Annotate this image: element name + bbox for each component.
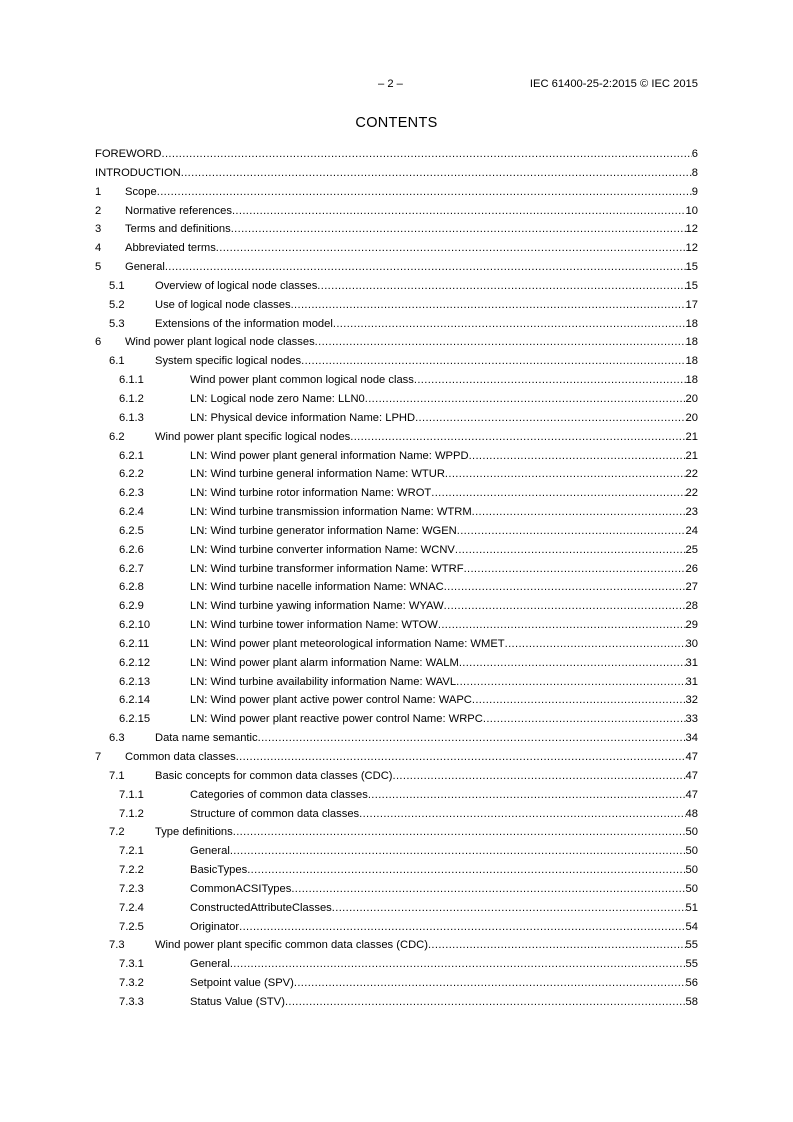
toc-entry-number: 6.2.14 xyxy=(119,694,151,707)
toc-entry[interactable] xyxy=(95,183,698,202)
toc-entry-page: 12 xyxy=(685,242,698,255)
toc-entry[interactable] xyxy=(95,560,698,579)
toc-entry-page: 33 xyxy=(685,713,698,726)
toc-entry-number: 6 xyxy=(95,336,102,349)
toc-entry-page: 58 xyxy=(685,995,698,1008)
toc-entry-page: 9 xyxy=(691,185,698,198)
toc-entry-number: 6.2.11 xyxy=(119,637,150,650)
toc-entry[interactable] xyxy=(95,861,698,880)
toc-entry-title: LN: Wind turbine generator information Name: WGEN xyxy=(190,524,457,537)
toc-entry-title: BasicTypes xyxy=(190,864,248,877)
dot-leader xyxy=(483,710,686,729)
toc-entry-page: 34 xyxy=(685,732,698,745)
toc-entry-number: 6.1.2 xyxy=(119,392,144,405)
toc-entry-page: 31 xyxy=(685,656,698,669)
toc-entry[interactable] xyxy=(95,955,698,974)
toc-entry-number: 6.2.1 xyxy=(119,449,144,462)
toc-entry[interactable] xyxy=(95,823,698,842)
toc-entry[interactable] xyxy=(95,409,698,428)
toc-entry[interactable] xyxy=(95,710,698,729)
toc-entry[interactable] xyxy=(95,522,698,541)
toc-entry-number: 6.2.10 xyxy=(119,619,151,632)
toc-entry-number: 1 xyxy=(95,185,102,198)
toc-entry[interactable] xyxy=(95,145,698,164)
dot-leader xyxy=(472,503,686,522)
dot-leader xyxy=(445,465,686,484)
toc-entry-number: 7.3.2 xyxy=(119,977,144,990)
toc-entry[interactable] xyxy=(95,390,698,409)
dot-leader xyxy=(230,842,686,861)
toc-entry-title: LN: Wind turbine tower information Name: WTOW xyxy=(190,619,438,632)
toc-entry[interactable] xyxy=(95,484,698,503)
toc-entry-title: Wind power plant specific logical nodes xyxy=(155,430,351,443)
dot-leader xyxy=(415,409,685,428)
toc-entry[interactable] xyxy=(95,936,698,955)
toc-entry-page: 23 xyxy=(685,506,698,519)
toc-entry[interactable] xyxy=(95,880,698,899)
toc-entry-number: 7.2 xyxy=(109,826,125,839)
toc-entry-number: 5.3 xyxy=(109,317,125,330)
toc-entry-number: 6.1.1 xyxy=(119,374,144,387)
toc-entry-page: 50 xyxy=(685,826,698,839)
toc-entry-title: LN: Wind power plant general information Name: WPPD xyxy=(190,449,469,462)
toc-entry[interactable] xyxy=(95,541,698,560)
toc-entry-title: LN: Logical node zero Name: LLN0 xyxy=(190,392,365,405)
toc-entry-page: 51 xyxy=(685,901,698,914)
toc-entry[interactable] xyxy=(95,691,698,710)
toc-entry-title: System specific logical nodes xyxy=(155,355,302,368)
dot-leader xyxy=(230,955,686,974)
toc-entry-page: 50 xyxy=(685,882,698,895)
toc-entry[interactable] xyxy=(95,371,698,390)
toc-entry-number: 2 xyxy=(95,204,102,217)
toc-entry-title: Originator xyxy=(190,920,240,933)
toc-entry-title: Setpoint value (SPV) xyxy=(190,977,294,990)
toc-entry[interactable] xyxy=(95,993,698,1012)
toc-entry-page: 21 xyxy=(685,430,698,443)
toc-entry-number: 7.3.3 xyxy=(119,995,144,1008)
toc-entry-page: 18 xyxy=(685,336,698,349)
toc-entry[interactable] xyxy=(95,333,698,352)
dot-leader xyxy=(456,673,685,692)
toc-entry-page: 27 xyxy=(685,581,698,594)
dot-leader xyxy=(333,315,686,334)
toc-entry-title: LN: Physical device information Name: LPHD xyxy=(190,411,416,424)
toc-entry-page: 15 xyxy=(685,261,698,274)
toc-entry-title: LN: Wind turbine transmission information Name: WTRM xyxy=(190,506,472,519)
toc-entry-number: 6.2.7 xyxy=(119,562,144,575)
toc-entry-page: 47 xyxy=(685,788,698,801)
dot-leader xyxy=(157,183,692,202)
dot-leader xyxy=(438,616,686,635)
toc-entry[interactable] xyxy=(95,748,698,767)
dot-leader xyxy=(359,805,685,824)
toc-entry-number: 7.1.2 xyxy=(119,807,144,820)
toc-entry-page: 32 xyxy=(685,694,698,707)
toc-entry-number: 7.2.4 xyxy=(119,901,144,914)
dot-leader xyxy=(472,691,686,710)
toc-entry-number: 6.1 xyxy=(109,355,125,368)
toc-entry-number: 6.2.4 xyxy=(119,506,144,519)
toc-entry-title: LN: Wind power plant active power control Name: WAPC xyxy=(190,694,472,707)
toc-entry-page: 18 xyxy=(685,355,698,368)
toc-entry[interactable] xyxy=(95,673,698,692)
toc-entry-title: General xyxy=(190,958,230,971)
toc-entry-title: LN: Wind turbine general information Name: WTUR xyxy=(190,468,445,481)
dot-leader xyxy=(258,729,686,748)
dot-leader xyxy=(291,296,686,315)
toc-entry-page: 30 xyxy=(685,637,698,650)
toc-entry-page: 6 xyxy=(691,148,698,160)
toc-entry-title: Extensions of the information model xyxy=(155,317,333,330)
toc-entry-page: 56 xyxy=(685,977,698,990)
toc-entry-page: 47 xyxy=(685,751,698,763)
toc-entry-title: FOREWORD xyxy=(95,148,162,160)
dot-leader xyxy=(459,654,686,673)
toc-entry-page: 22 xyxy=(685,468,698,481)
toc-entry[interactable] xyxy=(95,503,698,522)
dot-leader xyxy=(236,748,686,767)
toc-entry-number: 6.2.2 xyxy=(119,468,144,481)
toc-entry-number: 7 xyxy=(95,751,102,763)
toc-entry-title: Type definitions xyxy=(155,826,233,839)
page-header xyxy=(0,78,793,94)
toc-entry[interactable] xyxy=(95,465,698,484)
dot-leader xyxy=(444,578,686,597)
toc-entry[interactable] xyxy=(95,654,698,673)
toc-entry[interactable] xyxy=(95,220,698,239)
toc-entry-title: Scope xyxy=(125,185,157,198)
toc-entry[interactable] xyxy=(95,616,698,635)
toc-entry-page: 20 xyxy=(685,392,698,405)
toc-entry-number: 4 xyxy=(95,242,102,255)
dot-leader xyxy=(317,277,685,296)
toc-entry-page: 50 xyxy=(685,845,698,858)
toc-entry-title: Data name semantic xyxy=(155,732,258,745)
page-number: – 2 – xyxy=(378,78,403,90)
toc-entry-number: 6.2.12 xyxy=(119,656,151,669)
toc-entry-title: Overview of logical node classes xyxy=(155,279,318,292)
toc-entry[interactable] xyxy=(95,428,698,447)
dot-leader xyxy=(332,899,686,918)
toc-entry-page: 55 xyxy=(685,958,698,971)
toc-entry-title: Status Value (STV) xyxy=(190,995,285,1008)
toc-entry-page: 18 xyxy=(685,317,698,330)
toc-entry-number: 3 xyxy=(95,223,102,236)
dot-leader xyxy=(181,164,692,183)
dot-leader xyxy=(368,786,686,805)
dot-leader xyxy=(247,861,685,880)
standard-identifier: IEC 61400-25-2:2015 © IEC 2015 xyxy=(529,78,698,90)
toc-entry-title: LN: Wind turbine transformer information Name: WTRF xyxy=(190,562,464,575)
toc-entry-page: 17 xyxy=(685,298,698,311)
toc-entry-title: Terms and definitions xyxy=(125,223,231,236)
toc-entry-page: 10 xyxy=(685,204,698,217)
toc-entry-title: LN: Wind turbine converter information Name: WCNV xyxy=(190,543,455,556)
toc-entry-number: 6.2.13 xyxy=(119,675,151,688)
dot-leader xyxy=(301,352,685,371)
toc-entry[interactable] xyxy=(95,842,698,861)
toc-entry-title: LN: Wind power plant meteorological information Name: WMET xyxy=(190,637,505,650)
page-title: CONTENTS xyxy=(355,115,438,131)
dot-leader xyxy=(457,522,686,541)
toc-entry-page: 15 xyxy=(685,279,698,292)
toc-entry-number: 7.2.2 xyxy=(119,864,144,877)
toc-entry[interactable] xyxy=(95,352,698,371)
toc-entry-page: 47 xyxy=(685,769,698,782)
toc-entry[interactable] xyxy=(95,239,698,258)
toc-entry-title: Common data classes xyxy=(125,751,236,763)
toc-entry-page: 8 xyxy=(691,166,698,179)
toc-entry-number: 7.2.3 xyxy=(119,882,144,895)
dot-leader xyxy=(232,202,686,221)
toc-entry-title: LN: Wind power plant reactive power control Name: WRPC xyxy=(190,713,483,726)
toc-entry-title: LN: Wind turbine rotor information Name: WROT xyxy=(190,487,432,500)
toc-entry-title: Use of logical node classes xyxy=(155,298,291,311)
toc-entry-page: 54 xyxy=(685,920,698,933)
toc-entry[interactable] xyxy=(95,578,698,597)
toc-entry-number: 7.2.1 xyxy=(119,845,144,858)
toc-entry-title: Wind power plant logical node classes xyxy=(125,336,315,349)
toc-entry-page: 48 xyxy=(685,807,698,820)
toc-entry[interactable] xyxy=(95,899,698,918)
toc-entry[interactable] xyxy=(95,729,698,748)
toc-entry-page: 12 xyxy=(685,223,698,236)
toc-entry-number: 7.3 xyxy=(109,939,125,952)
toc-entry-page: 28 xyxy=(685,600,698,613)
toc-entry-page: 31 xyxy=(685,675,698,688)
dot-leader xyxy=(431,484,685,503)
toc-entry[interactable] xyxy=(95,164,698,183)
dot-leader xyxy=(231,220,686,239)
toc-entry-title: Wind power plant specific common data classes (CDC) xyxy=(155,939,428,952)
dot-leader xyxy=(350,428,685,447)
dot-leader xyxy=(285,993,686,1012)
toc-entry[interactable] xyxy=(95,597,698,616)
toc-entry-title: LN: Wind power plant alarm information Name: WALM xyxy=(190,656,459,669)
dot-leader xyxy=(233,823,686,842)
toc-entry-page: 20 xyxy=(685,411,698,424)
toc-entry-page: 22 xyxy=(685,487,698,500)
dot-leader xyxy=(365,390,686,409)
toc-entry-title: Categories of common data classes xyxy=(190,788,368,801)
toc-entry-title: Structure of common data classes xyxy=(190,807,360,820)
toc-entry[interactable] xyxy=(95,786,698,805)
toc-entry-title: Normative references xyxy=(125,204,232,217)
toc-entry-number: 5.2 xyxy=(109,298,125,311)
toc-entry[interactable] xyxy=(95,918,698,937)
toc-entry-number: 6.1.3 xyxy=(119,411,144,424)
toc-entry[interactable] xyxy=(95,277,698,296)
dot-leader xyxy=(455,541,686,560)
toc-entry-number: 6.2 xyxy=(109,430,125,443)
toc-entry-number: 6.2.3 xyxy=(119,487,144,500)
toc-entry-page: 24 xyxy=(685,524,698,537)
toc-entry-number: 6.2.8 xyxy=(119,581,144,594)
toc-entry-number: 6.2.5 xyxy=(119,524,144,537)
toc-entry-page: 55 xyxy=(685,939,698,952)
dot-leader xyxy=(428,936,686,955)
toc-entry[interactable] xyxy=(95,447,698,466)
dot-leader xyxy=(505,635,686,654)
toc-entry-page: 29 xyxy=(685,619,698,632)
dot-leader xyxy=(464,560,686,579)
toc-entry-number: 7.1 xyxy=(109,769,125,782)
toc-entry[interactable] xyxy=(95,258,698,277)
dot-leader xyxy=(216,239,686,258)
toc-entry-page: 26 xyxy=(685,562,698,575)
toc-entry-title: INTRODUCTION xyxy=(95,166,181,179)
dot-leader xyxy=(444,597,686,616)
toc-entry-page: 18 xyxy=(685,374,698,387)
toc-entry-title: Abbreviated terms xyxy=(125,242,216,255)
toc-entry-page: 25 xyxy=(685,543,698,556)
toc-entry-number: 6.2.15 xyxy=(119,713,151,726)
dot-leader xyxy=(469,447,686,466)
toc-entry[interactable] xyxy=(95,805,698,824)
toc-entry-number: 5.1 xyxy=(109,279,125,292)
toc-entry-page: 50 xyxy=(685,864,698,877)
toc-entry-page: 21 xyxy=(685,449,698,462)
dot-leader xyxy=(291,880,685,899)
toc-entry-title: LN: Wind turbine yawing information Name: WYAW xyxy=(190,600,444,613)
dot-leader xyxy=(165,258,686,277)
dot-leader xyxy=(315,333,686,352)
toc-entry-title: LN: Wind turbine availability information Name: WAVL xyxy=(190,675,457,688)
toc-entry[interactable] xyxy=(95,202,698,221)
dot-leader xyxy=(162,145,692,164)
toc-entry-number: 7.1.1 xyxy=(119,788,144,801)
toc-entry[interactable] xyxy=(95,635,698,654)
dot-leader xyxy=(294,974,686,993)
toc-entry-number: 5 xyxy=(95,261,102,274)
toc-entry-number: 6.2.9 xyxy=(119,600,144,613)
toc-entry-title: Wind power plant common logical node class xyxy=(190,374,414,387)
toc-entry-number: 6.2.6 xyxy=(119,543,144,556)
toc-entry[interactable] xyxy=(95,767,698,786)
toc-entry-title: General xyxy=(190,845,230,858)
toc-entry-title: Basic concepts for common data classes (CDC) xyxy=(155,769,393,782)
dot-leader xyxy=(414,371,686,390)
toc-entry-title: CommonACSITypes xyxy=(190,882,292,895)
dot-leader xyxy=(239,918,685,937)
table-of-contents xyxy=(95,145,698,1012)
toc-entry-number: 7.3.1 xyxy=(119,958,144,971)
toc-entry-number: 6.3 xyxy=(109,732,125,745)
toc-entry[interactable] xyxy=(95,974,698,993)
toc-entry[interactable] xyxy=(95,315,698,334)
toc-entry-title: ConstructedAttributeClasses xyxy=(190,901,332,914)
toc-entry-title: LN: Wind turbine nacelle information Name: WNAC xyxy=(190,581,444,594)
toc-entry-number: 7.2.5 xyxy=(119,920,144,933)
toc-entry[interactable] xyxy=(95,296,698,315)
dot-leader xyxy=(393,767,686,786)
toc-entry-title: General xyxy=(125,261,165,274)
